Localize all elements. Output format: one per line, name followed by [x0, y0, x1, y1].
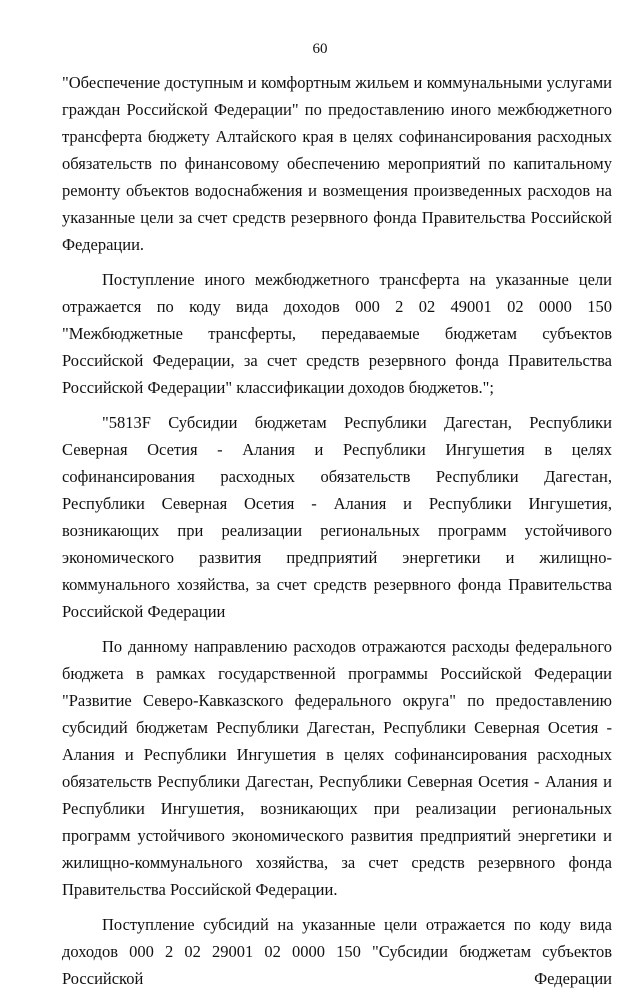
paragraph: Поступление субсидий на указанные цели отражается по коду вида доходов 000 2 02 29001 02 0000 150 "Субсидии бюджетам субъектов Российской Федерации — [62, 915, 612, 988]
paragraph: "Обеспечение доступным и комфортным жильем и коммунальными услугами граждан Российской Федерации" по предоставлению иного межбюджетного трансферта бюджету Алтайского края в целях софинансирования расходных обязательств по финансовому обеспечению мероприятий по капитальному ремонту объектов водоснабжения и возмещения произведенных расходов на указанные цели за счет средств резервного фонда Правительства Российской Федерации. — [62, 73, 612, 254]
paragraph: Поступление иного межбюджетного трансферта на указанные цели отражается по коду вида доходов 000 2 02 49001 02 0000 150 "Межбюджетные трансферты, передаваемые бюджетам субъектов Российской Федерации, за счет средств резервного фонда Правительства Российской Федерации" классификации доходов бюджетов."; — [62, 270, 612, 397]
paragraph: "5813F Субсидии бюджетам Республики Дагестан, Республики Северная Осетия - Алания и Республики Ингушетия в целях софинансирования расходных обязательств Республики Дагестан, Республики Северная Осетия - Алания и Республики Ингушетия, возникающих при реализации региональных программ устойчивого экономического развития предприятий энергетики и жилищно-коммунального хозяйства, за счет средств резервного фонда Правительства Российской Федерации — [62, 413, 612, 621]
document-body — [62, 69, 612, 992]
paragraph: По данному направлению расходов отражаются расходы федерального бюджета в рамках государственной программы Российской Федерации "Развитие Северо-Кавказского федерального округа" по предоставлению субсидий бюджетам Республики Дагестан, Республики Северная Осетия - Алания и Республики Ингушетия в целях софинансирования расходных обязательств Республики Дагестан, Республики Северная Осетия - Алания и Республики Ингушетия, возникающих при реализации региональных программ устойчивого экономического развития предприятий энергетики и жилищно-коммунального хозяйства, за счет средств резервного фонда Правительства Российской Федерации. — [62, 637, 612, 899]
page-number: 60 — [312, 41, 328, 57]
